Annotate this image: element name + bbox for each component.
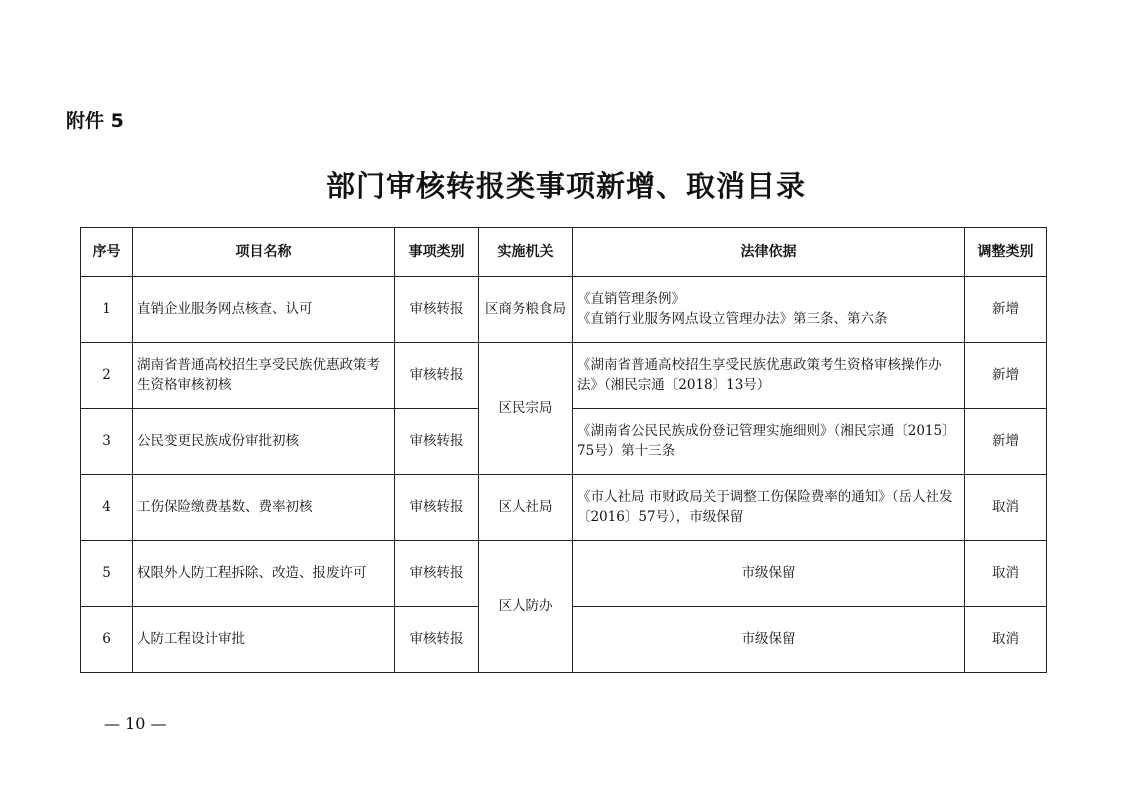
- row-agency: 区民宗局: [479, 343, 573, 475]
- row-seq: 1: [81, 277, 133, 343]
- page-number: — 10 —: [104, 714, 167, 733]
- row-category: 审核转报: [395, 607, 479, 673]
- row-item-name: 人防工程设计审批: [133, 607, 395, 673]
- row-agency: 区商务粮食局: [479, 277, 573, 343]
- row-agency: 区人防办: [479, 541, 573, 673]
- row-item-name: 公民变更民族成份审批初核: [133, 409, 395, 475]
- row-seq: 6: [81, 607, 133, 673]
- page-title: 部门审核转报类事项新增、取消目录: [325, 169, 806, 203]
- row-seq: 4: [81, 475, 133, 541]
- row-legal-basis: [573, 475, 965, 541]
- row-legal-basis: [573, 409, 965, 475]
- header-agency: 实施机关: [479, 228, 573, 277]
- row-category: 审核转报: [395, 541, 479, 607]
- header-seq: 序号: [81, 228, 133, 277]
- row-item-name: 湖南省普通高校招生享受民族优惠政策考生资格审核初核: [133, 343, 395, 409]
- row-agency: 区人社局: [479, 475, 573, 541]
- row-item-name: 工伤保险缴费基数、费率初核: [133, 475, 395, 541]
- legal-basis-line: 《湖南省公民民族成份登记管理实施细则》（湘民宗通〔2015〕75号）第十三条: [577, 422, 956, 459]
- legal-basis-line: 《直销管理条例》: [577, 290, 685, 307]
- table-row: [81, 343, 1047, 409]
- table-header-row: [81, 228, 1047, 277]
- row-legal-basis: [573, 541, 965, 607]
- table-row: [81, 277, 1047, 343]
- row-category: 审核转报: [395, 475, 479, 541]
- row-adjust-type: 取消: [965, 607, 1047, 673]
- legal-basis-line: 《市人社局 市财政局关于调整工伤保险费率的通知》（岳人社发〔2016〕57号），市级保留: [577, 488, 953, 525]
- row-adjust-type: 新增: [965, 409, 1047, 475]
- row-adjust-type: 取消: [965, 541, 1047, 607]
- row-category: 审核转报: [395, 343, 479, 409]
- legal-basis-line: 市级保留: [741, 564, 796, 581]
- legal-basis-line: 市级保留: [741, 630, 796, 647]
- catalog-table: [80, 227, 1047, 673]
- row-seq: 2: [81, 343, 133, 409]
- attachment-label: 附件 5: [66, 110, 124, 132]
- legal-basis-line: 《湖南省普通高校招生享受民族优惠政策考生资格审核操作办法》（湘民宗通〔2018〕13号）: [577, 356, 942, 393]
- header-item-category: 事项类别: [395, 228, 479, 277]
- header-legal-basis: 法律依据: [573, 228, 965, 277]
- legal-basis-line: 《直销行业服务网点设立管理办法》第三条、第六条: [577, 310, 888, 327]
- row-legal-basis: [573, 277, 965, 343]
- row-item-name: 权限外人防工程拆除、改造、报废许可: [133, 541, 395, 607]
- row-adjust-type: 新增: [965, 277, 1047, 343]
- row-item-name: 直销企业服务网点核查、认可: [133, 277, 395, 343]
- header-item-name: 项目名称: [133, 228, 395, 277]
- row-seq: 3: [81, 409, 133, 475]
- table-row: [81, 475, 1047, 541]
- row-legal-basis: [573, 343, 965, 409]
- row-legal-basis: [573, 607, 965, 673]
- header-adjust-type: 调整类别: [965, 228, 1047, 277]
- row-adjust-type: 取消: [965, 475, 1047, 541]
- row-seq: 5: [81, 541, 133, 607]
- row-category: 审核转报: [395, 409, 479, 475]
- row-category: 审核转报: [395, 277, 479, 343]
- table-row: [81, 541, 1047, 607]
- row-adjust-type: 新增: [965, 343, 1047, 409]
